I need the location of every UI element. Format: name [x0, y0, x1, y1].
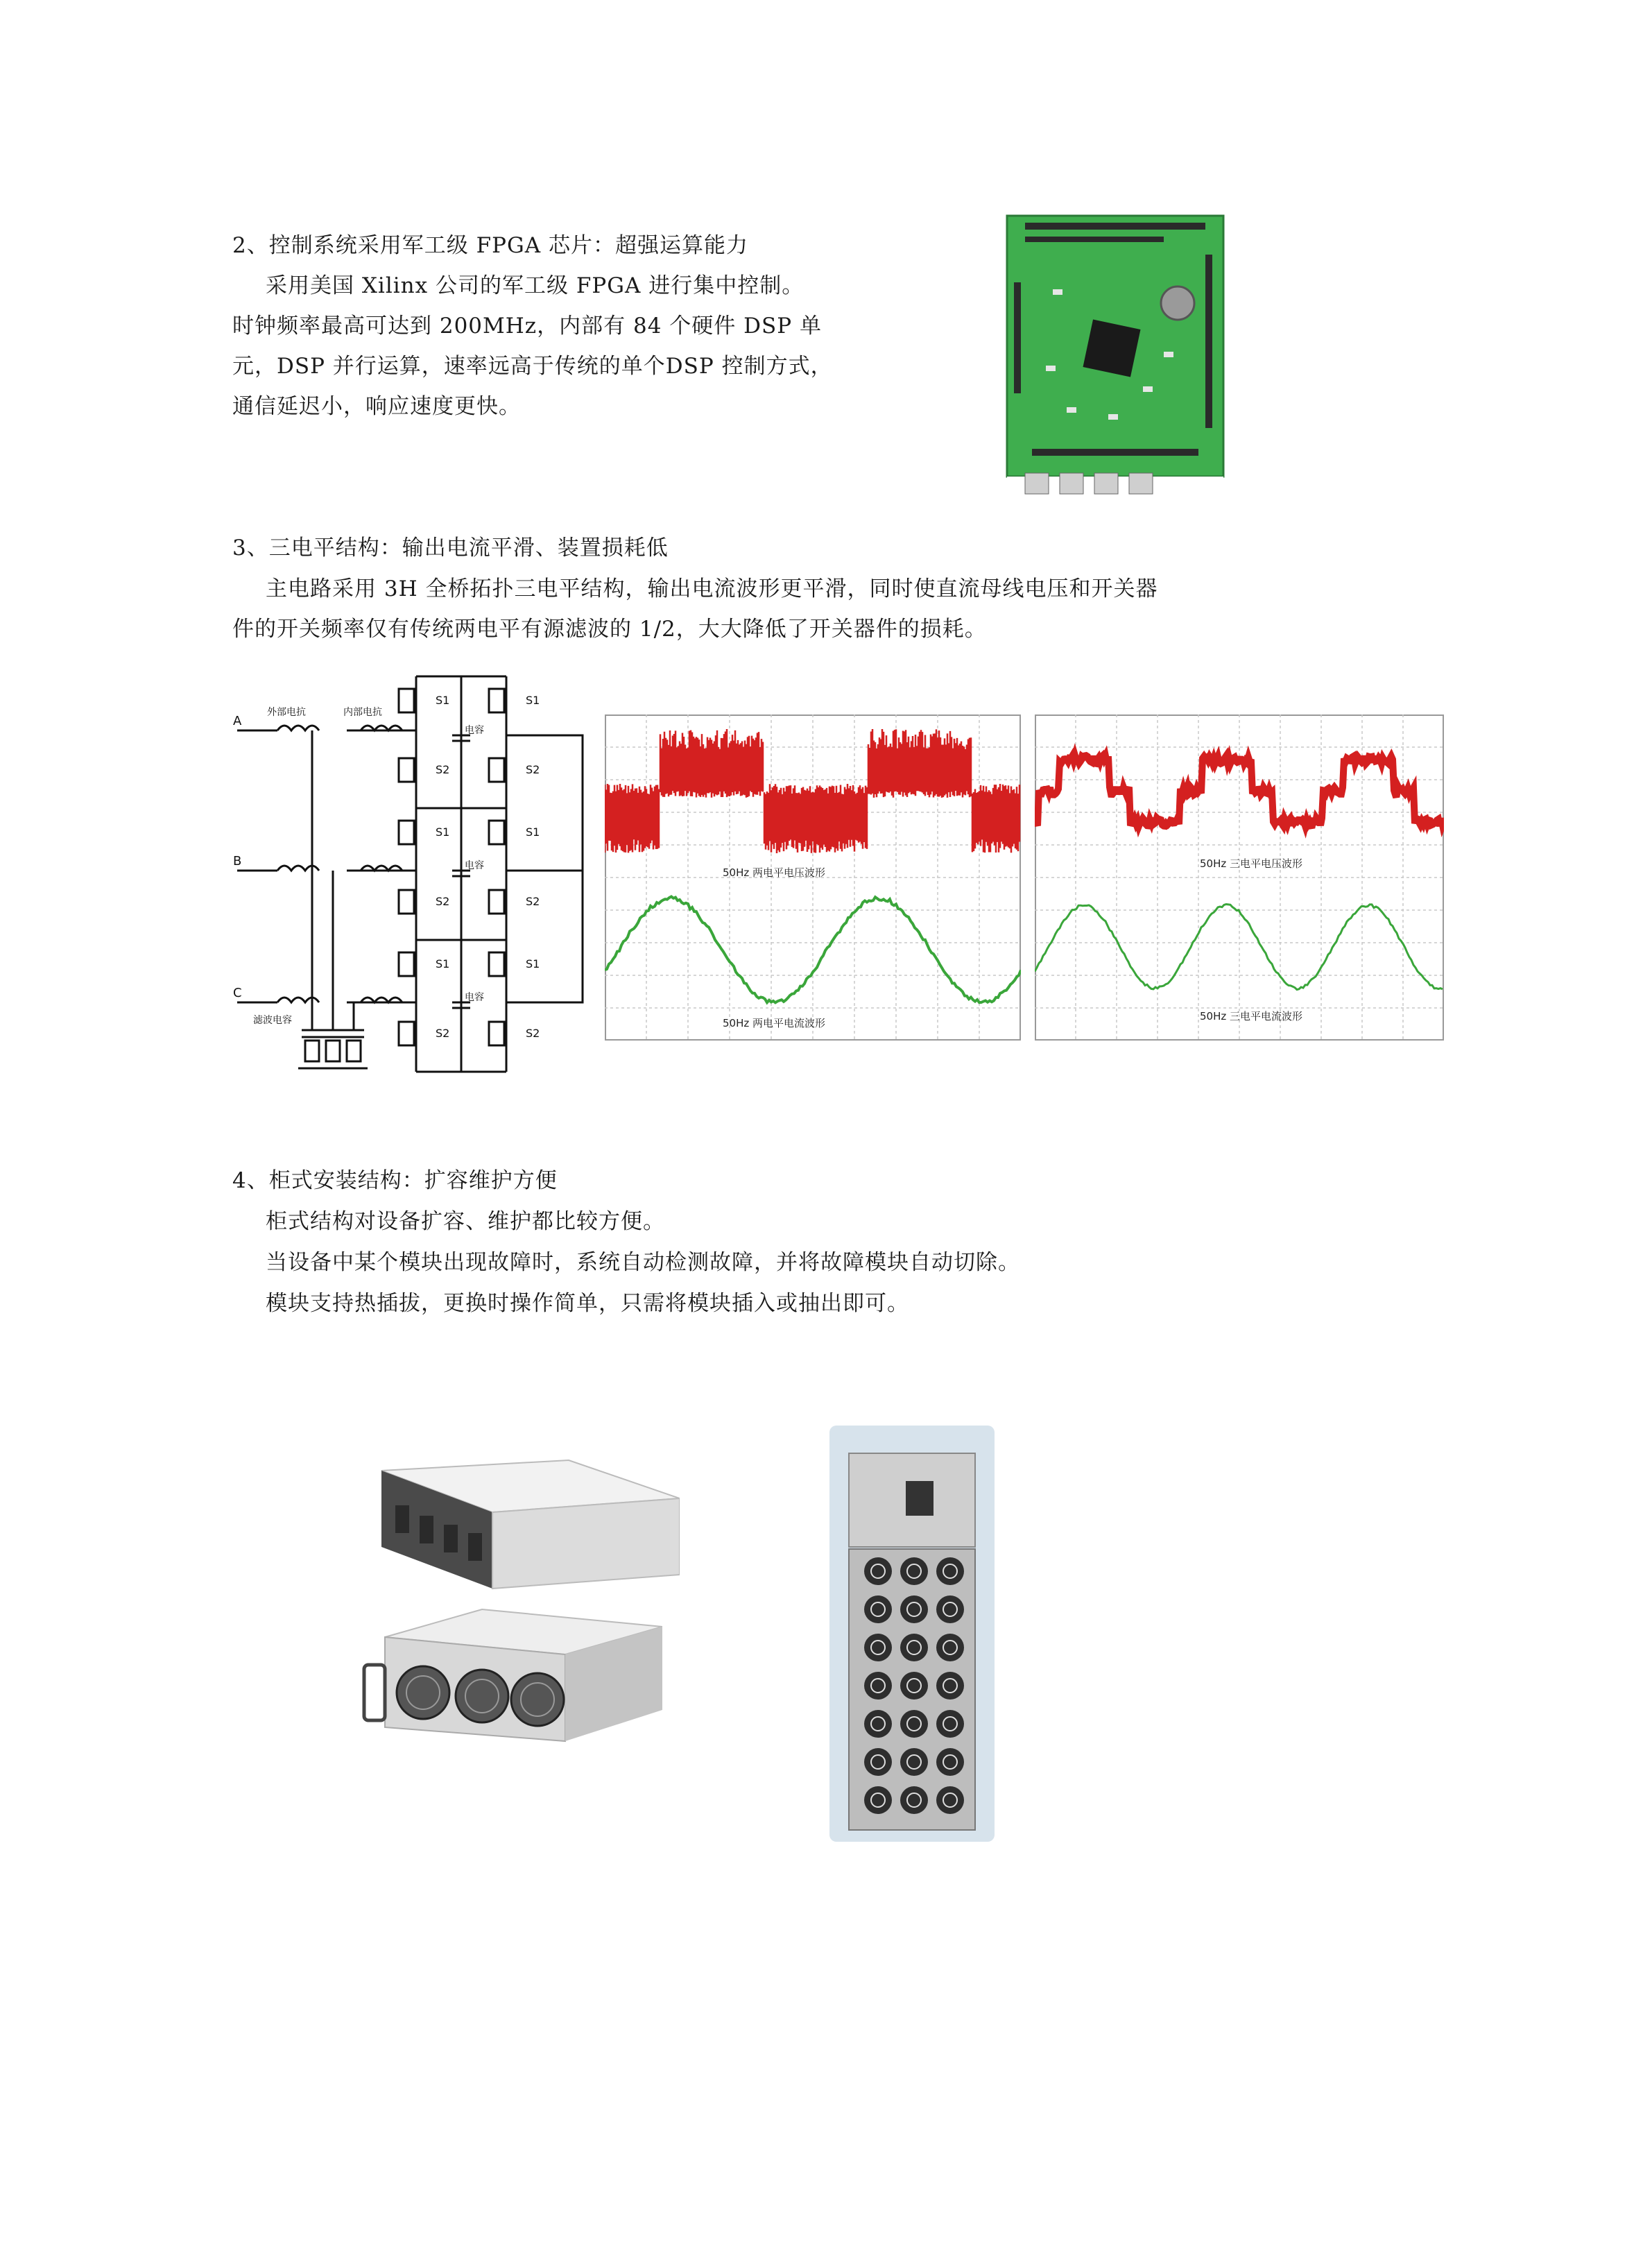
power-module-image-bottom — [357, 1606, 662, 1745]
three-level-current-caption: 50Hz 三电平电流波形 — [1200, 1010, 1303, 1022]
cabinet-fan — [900, 1557, 928, 1585]
cabinet-fan — [900, 1672, 928, 1700]
section3-line-1: 主电路采用 3H 全桥拓扑三电平结构，输出电流波形更平滑，同时使直流母线电压和开关器 — [266, 576, 1158, 601]
cabinet-fan — [864, 1672, 892, 1700]
switch-label: S2 — [526, 895, 540, 908]
switch-label: S1 — [436, 694, 450, 707]
dc-cap-label-3: 电容 — [465, 992, 484, 1003]
switch-label: S2 — [526, 1027, 540, 1040]
phase-a-label: A — [233, 714, 242, 728]
phase-c-label: C — [233, 986, 242, 1000]
cabinet-fan — [900, 1786, 928, 1814]
cabinet-fan — [900, 1748, 928, 1776]
two-level-voltage-caption: 50Hz 两电平电压波形 — [723, 866, 826, 879]
switch-label: S1 — [526, 825, 540, 839]
switch-label: S2 — [436, 763, 450, 776]
section4-heading: 4、柜式安装结构：扩容维护方便 — [232, 1168, 558, 1193]
switch-label: S1 — [436, 825, 450, 839]
section4-line-1: 柜式结构对设备扩容、维护都比较方便。 — [266, 1209, 665, 1234]
switch-label: S2 — [436, 895, 450, 908]
three-level-circuit-diagram — [229, 669, 590, 1075]
cabinet-fan — [936, 1786, 964, 1814]
section4-line-3: 模块支持热插拔，更换时操作简单，只需将模块插入或抽出即可。 — [266, 1291, 909, 1316]
cabinet-fan — [864, 1595, 892, 1623]
inner-reactor-label: 内部电抗 — [343, 707, 382, 718]
section3-line-2: 件的开关频率仅有传统两电平有源滤波的 1/2，大大降低了开关器件的损耗。 — [232, 617, 987, 642]
cabinet-fan — [864, 1557, 892, 1585]
cabinet-fan — [936, 1557, 964, 1585]
switch-label: S2 — [436, 1027, 450, 1040]
switch-label: S1 — [526, 957, 540, 970]
cabinet-fan — [864, 1786, 892, 1814]
cabinet-fan — [864, 1748, 892, 1776]
switch-label: S1 — [526, 694, 540, 707]
two-level-waveform-scope — [605, 714, 1021, 1041]
three-level-voltage-caption: 50Hz 三电平电压波形 — [1200, 857, 1303, 870]
cabinet-fan — [936, 1710, 964, 1738]
section2-heading: 2、控制系统采用军工级 FPGA 芯片：超强运算能力 — [232, 233, 748, 258]
section2-line-3: 元，DSP 并行运算，速率远高于传统的单个DSP 控制方式， — [232, 354, 833, 379]
cabinet-fan — [864, 1710, 892, 1738]
cabinet-fan — [900, 1634, 928, 1661]
section3-heading: 3、三电平结构：输出电流平滑、装置损耗低 — [232, 536, 669, 560]
filter-cap-label: 滤波电容 — [253, 1015, 292, 1026]
section2-line-4: 通信延迟小，响应速度更快。 — [232, 394, 521, 419]
outer-reactor-label: 外部电抗 — [267, 707, 306, 718]
cabinet-fan — [936, 1634, 964, 1661]
cabinet-fan — [936, 1748, 964, 1776]
power-module-image-top — [375, 1457, 680, 1595]
three-level-waveform-scope — [1035, 714, 1444, 1041]
cabinet-image — [829, 1426, 995, 1842]
section4-line-2: 当设备中某个模块出现故障时，系统自动检测故障，并将故障模块自动切除。 — [266, 1250, 1020, 1275]
cabinet-fan — [864, 1634, 892, 1661]
phase-b-label: B — [233, 854, 242, 868]
cabinet-fan — [900, 1595, 928, 1623]
section2-line-2: 时钟频率最高可达到 200MHz，内部有 84 个硬件 DSP 单 — [232, 314, 822, 339]
dc-cap-label-2: 电容 — [465, 860, 484, 871]
fpga-board-image — [1004, 213, 1226, 504]
two-level-current-caption: 50Hz 两电平电流波形 — [723, 1017, 826, 1029]
cabinet-fan — [936, 1672, 964, 1700]
cabinet-fan — [936, 1595, 964, 1623]
section2-line-1: 采用美国 Xilinx 公司的军工级 FPGA 进行集中控制。 — [266, 273, 805, 298]
dc-cap-label-1: 电容 — [465, 725, 484, 736]
cabinet-fan — [900, 1710, 928, 1738]
switch-label: S1 — [436, 957, 450, 970]
switch-label: S2 — [526, 763, 540, 776]
